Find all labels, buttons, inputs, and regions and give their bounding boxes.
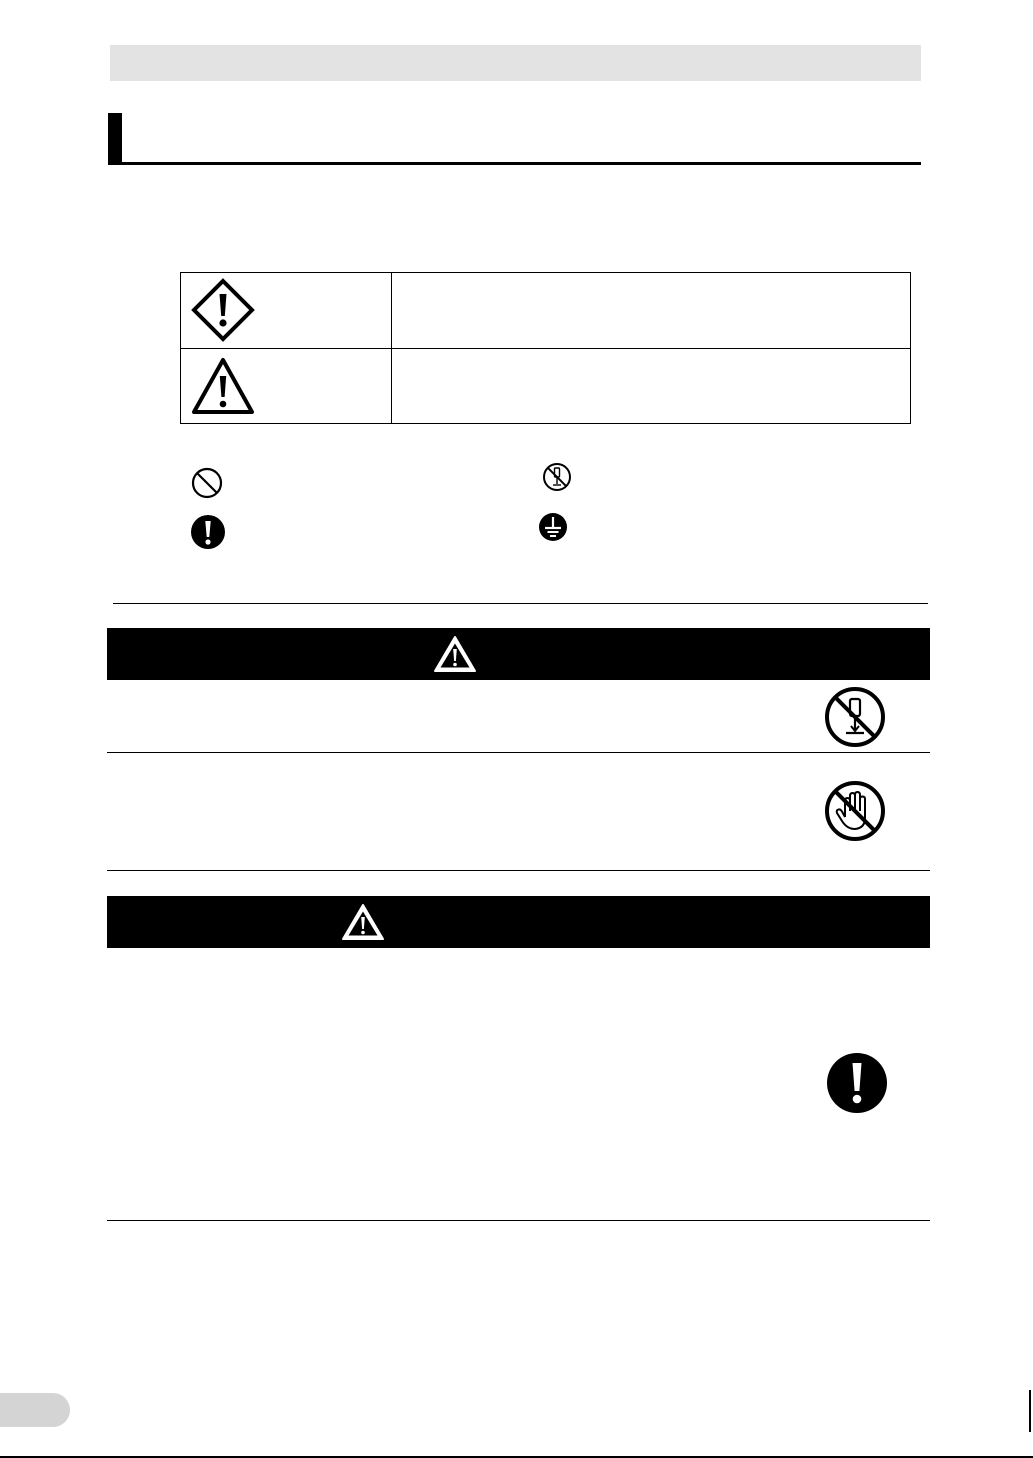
prohibition-circle-icon [190, 466, 224, 500]
page-edge-mark [1029, 1390, 1031, 1432]
no-disassembly-icon [824, 686, 886, 748]
legend-symbol-cell [181, 349, 392, 423]
page-number-tab [0, 1393, 70, 1427]
section-title-marker [108, 113, 122, 165]
section-divider [113, 603, 928, 604]
symbol-explanation-prohibition [190, 466, 510, 500]
diamond-exclamation-icon [191, 278, 255, 342]
caution-triangle-icon [340, 902, 386, 942]
caution-banner [107, 896, 930, 948]
mandatory-action-icon [826, 1052, 888, 1114]
symbol-explanation-ground [538, 512, 908, 542]
triangle-exclamation-icon [191, 356, 255, 416]
mandatory-exclamation-icon [190, 514, 226, 550]
no-touch-hand-icon [824, 780, 886, 842]
caution-section-bottom-rule [107, 1220, 930, 1221]
symbol-explanation-mandatory [190, 514, 510, 550]
symbol-explanation-disassembly [542, 462, 912, 492]
hazard-legend-table [180, 272, 911, 424]
ground-connection-icon [538, 512, 568, 542]
section-title-underline [108, 162, 921, 165]
warning-item-divider [107, 752, 930, 753]
warning-triangle-icon [432, 634, 478, 674]
header-band [110, 45, 921, 81]
legend-row-danger [181, 273, 910, 349]
legend-row-warning [181, 349, 910, 423]
disassembly-prohibited-icon [542, 462, 572, 492]
warning-banner [107, 628, 930, 680]
warning-section-bottom-rule [107, 870, 930, 871]
legend-symbol-cell [181, 273, 392, 348]
